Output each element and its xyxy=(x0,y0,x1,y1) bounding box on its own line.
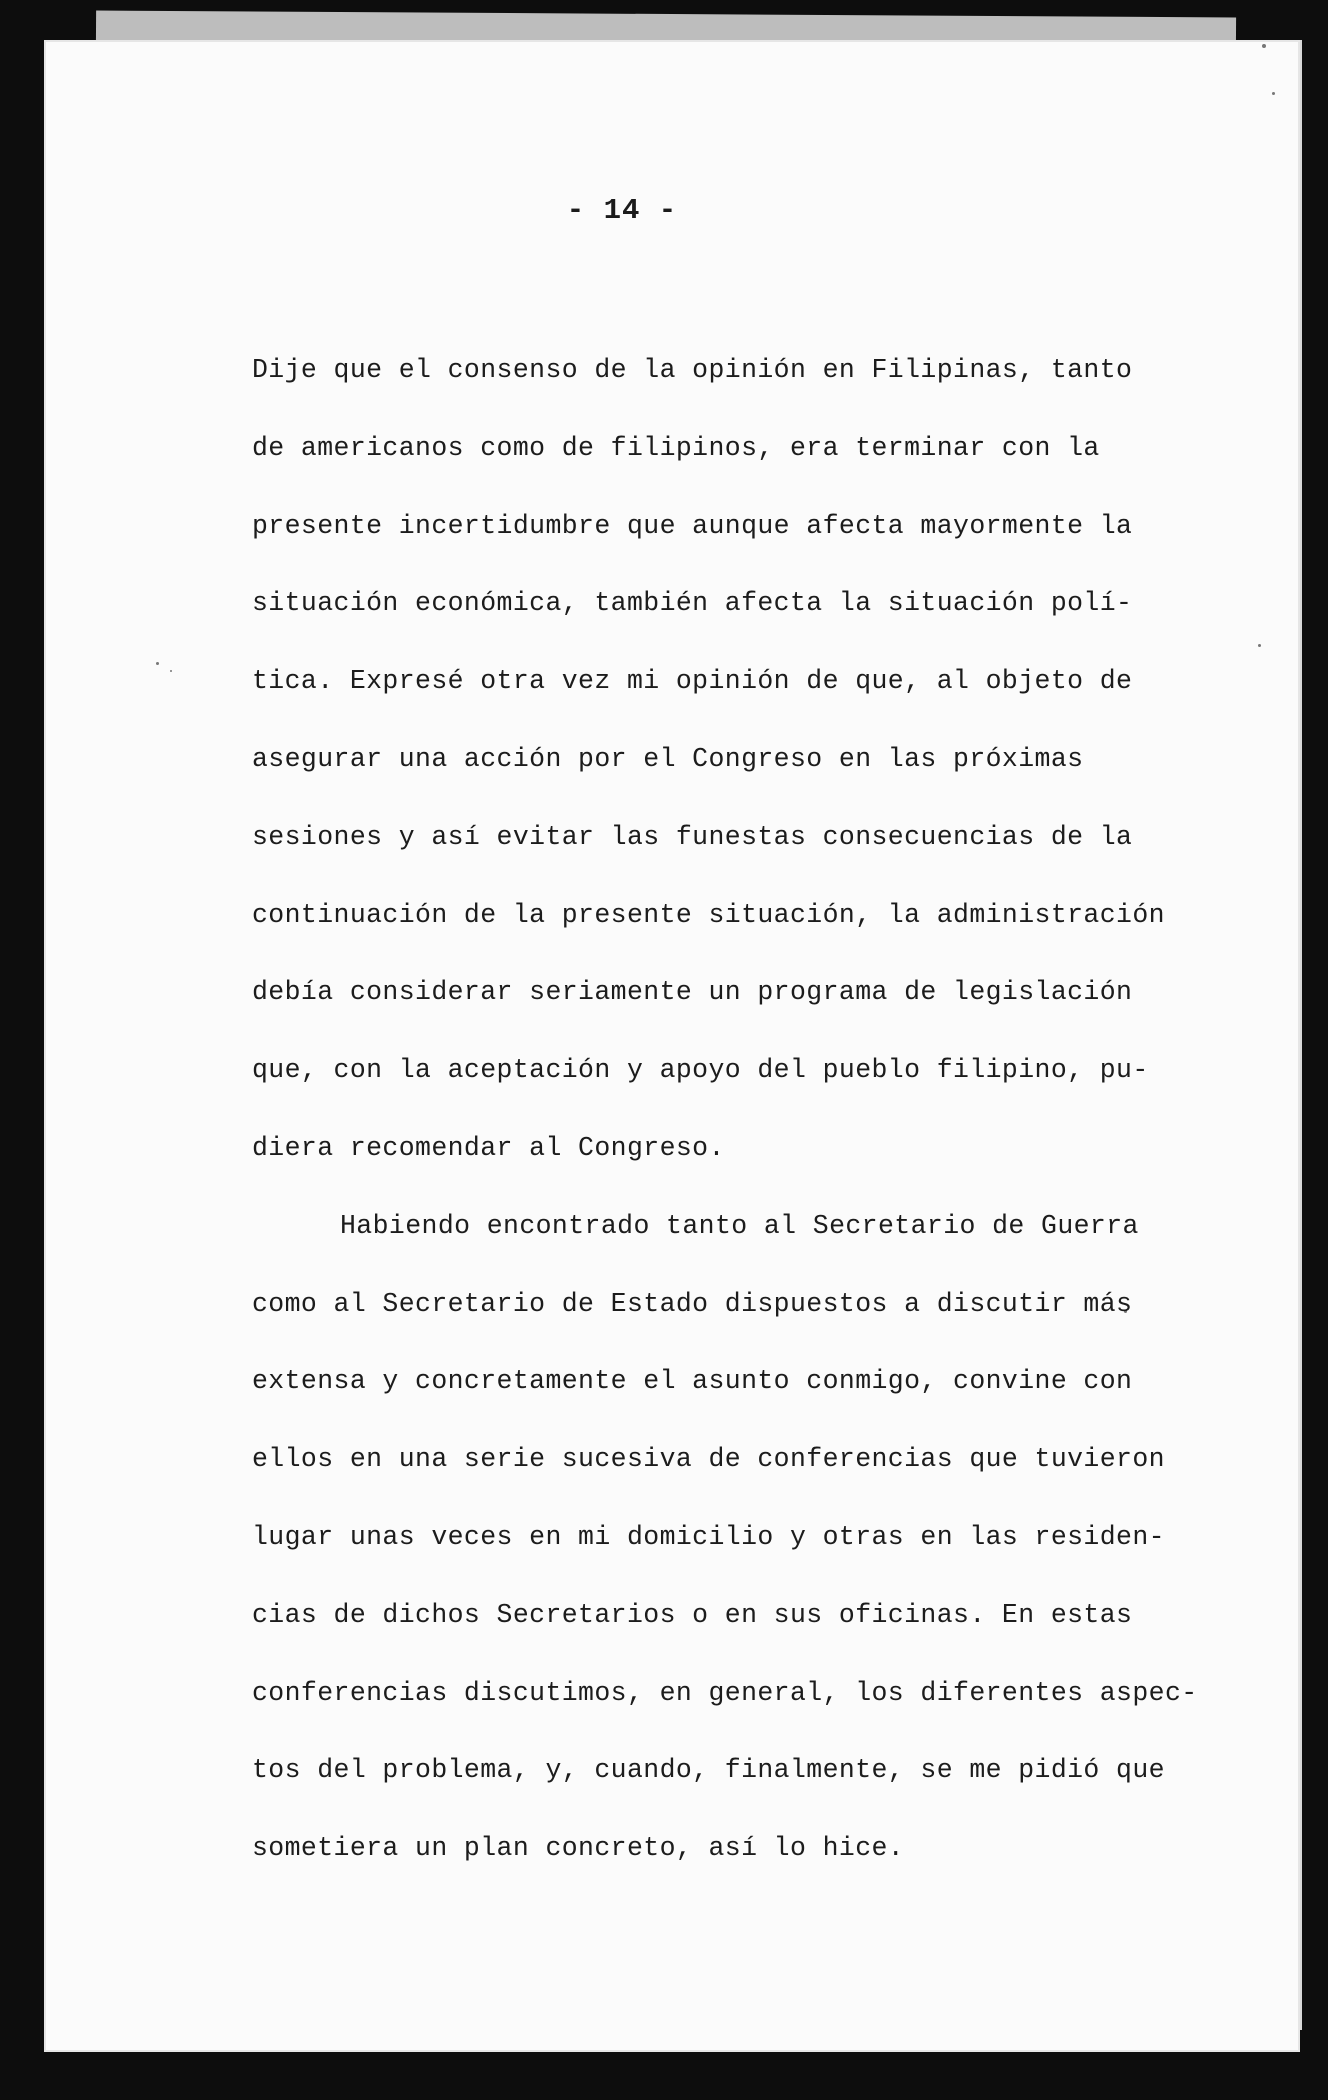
text-line: presente incertidumbre que aunque afecta mayormente la xyxy=(252,510,1133,541)
text-line: lugar unas veces en mi domicilio y otras en las residen- xyxy=(252,1521,1165,1552)
page-number: - 14 - xyxy=(566,194,678,227)
text-line: Habiendo encontrado tanto al Secretario de Guerra xyxy=(340,1210,1139,1241)
text-line: tica. Expresé otra vez mi opinión de que, al objeto de xyxy=(252,666,1133,697)
text-line: cias de dichos Secretarios o en sus oficinas. En estas xyxy=(252,1599,1133,1630)
text-line: como al Secretario de Estado dispuestos a discutir más xyxy=(252,1288,1133,1319)
text-line: debía considerar seriamente un programa de legislación xyxy=(252,977,1133,1008)
text-line: tos del problema, y, cuando, finalmente, se me pidió que xyxy=(252,1755,1165,1786)
text-line: de americanos como de filipinos, era terminar con la xyxy=(252,432,1100,463)
text-line: continuación de la presente situación, la administración xyxy=(252,899,1165,930)
text-line: extensa y concretamente el asunto conmigo, convine con xyxy=(252,1366,1133,1397)
text-line: diera recomendar al Congreso. xyxy=(252,1132,725,1163)
text-line: conferencias discutimos, en general, los diferentes aspec- xyxy=(252,1677,1198,1708)
body-text xyxy=(252,332,1198,1888)
text-line: Dije que el consenso de la opinión en Filipinas, tanto xyxy=(252,355,1133,385)
paper-speck xyxy=(1258,644,1261,647)
document-page xyxy=(44,40,1300,2052)
text-line: sesiones y así evitar las funestas consecuencias de la xyxy=(252,821,1133,852)
paper-speck xyxy=(156,662,159,665)
text-line: sometiera un plan concreto, así lo hice. xyxy=(252,1833,905,1864)
paper-speck xyxy=(1262,44,1266,48)
text-line: asegurar una acción por el Congreso en las próximas xyxy=(252,743,1084,774)
paper-speck xyxy=(1272,92,1275,95)
text-line: situación económica, también afecta la situación polí- xyxy=(252,588,1133,619)
text-line: ellos en una serie sucesiva de conferencias que tuvieron xyxy=(252,1444,1165,1475)
text-line: que, con la aceptación y apoyo del pueblo filipino, pu- xyxy=(252,1055,1149,1086)
paper-speck xyxy=(170,670,172,672)
